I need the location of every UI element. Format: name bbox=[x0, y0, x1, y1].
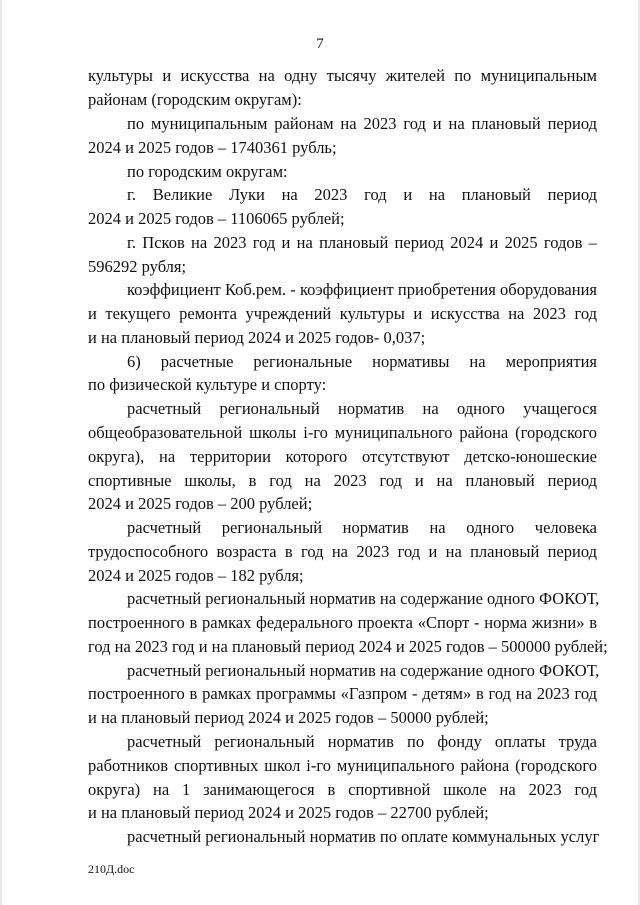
text-line: 2024 и 2025 годов – 1106065 рублей; bbox=[88, 209, 345, 228]
text-line: по муниципальным районам на 2023 год и на плановый период bbox=[127, 114, 597, 133]
text-line: расчетный региональный норматив по фонду оплаты труда bbox=[127, 732, 597, 751]
page-number: 7 bbox=[316, 36, 324, 52]
text-line: трудоспособного возраста в год на 2023 год и на плановый период bbox=[88, 542, 597, 561]
text-line: расчетный региональный норматив на содержание одного ФОКОТ, bbox=[127, 589, 600, 608]
text-line: общеобразовательной школы i-го муниципального района (городского bbox=[88, 423, 597, 442]
text-line: районам (городским округам): bbox=[88, 90, 302, 109]
text-line: 2024 и 2025 годов – 200 рублей; bbox=[88, 494, 313, 513]
text-line: и на плановый период 2024 и 2025 годов- 0,037; bbox=[88, 328, 426, 347]
text-line: г. Великие Луки на 2023 год и на плановый период bbox=[127, 185, 597, 204]
text-line: год на 2023 год и на плановый период 2024 и 2025 годов – 500000 рублей; bbox=[88, 637, 608, 656]
scan-edge-left bbox=[0, 0, 2, 905]
text-line: и на плановый период 2024 и 2025 годов – 50000 рублей; bbox=[88, 708, 489, 727]
text-line: расчетный региональный норматив по оплате коммунальных услуг bbox=[127, 827, 600, 846]
text-line: культуры и искусства на одну тысячу жителей по муниципальным bbox=[88, 66, 597, 85]
text-line: расчетный региональный норматив на одного учащегося bbox=[127, 399, 597, 418]
text-line: по физической культуре и спорту: bbox=[88, 375, 327, 394]
text-line: коэффициент Коб.рем. - коэффициент приобретения оборудования bbox=[127, 280, 597, 299]
text-line: 596292 рубля; bbox=[88, 257, 187, 276]
text-line: и на плановый период 2024 и 2025 годов – 22700 рублей; bbox=[88, 803, 489, 822]
footer-filename: 210Д.doc bbox=[88, 862, 135, 876]
text-line: расчетный региональный норматив на одного человека bbox=[127, 518, 597, 537]
text-line: округа), на территории которого отсутствуют детско-юношеские bbox=[88, 447, 597, 466]
text-line: 2024 и 2025 годов – 1740361 рубль; bbox=[88, 138, 337, 157]
text-line: округа) на 1 занимающегося в спортивной школе на 2023 год bbox=[88, 780, 597, 799]
text-line: 2024 и 2025 годов – 182 рубля; bbox=[88, 566, 304, 585]
text-line: г. Псков на 2023 год и на плановый период 2024 и 2025 годов – bbox=[127, 233, 597, 252]
text-line: построенного в рамках федерального проекта «Спорт - норма жизни» в bbox=[88, 613, 597, 632]
text-line: и текущего ремонта учреждений культуры и искусства на 2023 год bbox=[88, 304, 597, 323]
text-line: расчетный региональный норматив на содержание одного ФОКОТ, bbox=[127, 661, 600, 680]
text-line: спортивные школы, в год на 2023 год и на плановый период bbox=[88, 471, 597, 490]
text-line: по городским округам: bbox=[127, 162, 288, 181]
text-line: 6) расчетные региональные нормативы на мероприятия bbox=[127, 352, 597, 371]
text-line: работников спортивных школ i-го муниципального района (городского bbox=[88, 756, 597, 775]
text-line: построенного в рамках программы «Газпром - детям» в год на 2023 год bbox=[88, 684, 597, 703]
